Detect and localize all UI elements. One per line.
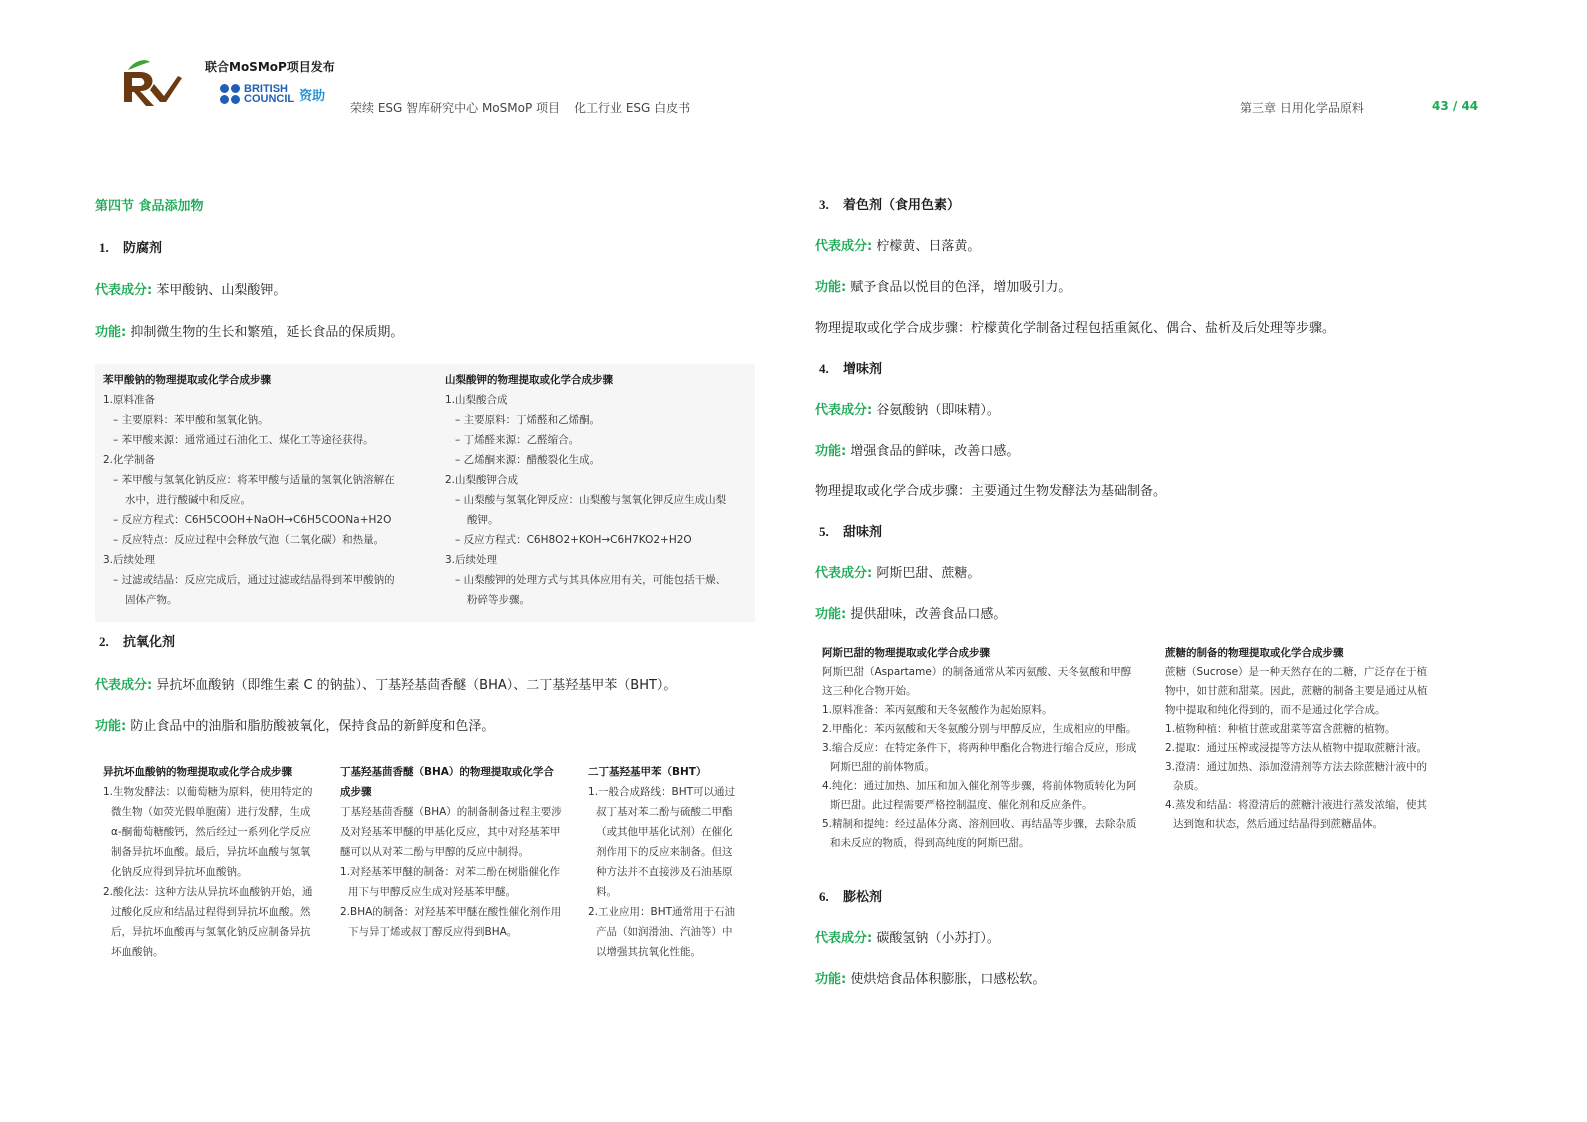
- item-title-preservative: 1. 防腐剂: [99, 240, 163, 256]
- func-line-colorant: 功能: 赋予食品以悦目的色泽，增加吸引力。: [815, 280, 1072, 295]
- sweetener-process-box: [815, 642, 1445, 862]
- func-line-sweetener: 功能: 提供甜味，改善食品口感。: [815, 607, 1007, 622]
- page-number: 43 / 44: [1432, 99, 1479, 113]
- func-line-preservative: 功能: 抑制微生物的生长和繁殖，延长食品的保质期。: [95, 325, 404, 340]
- item-title-colorant: 3. 着色剂（食用色素）: [819, 197, 961, 213]
- bc-line-1: BRITISH: [244, 83, 288, 95]
- section-title: 第四节 食品添加物: [95, 199, 204, 214]
- process-line-flavor: 物理提取或化学合成步骤：主要通过生物发酵法为基础制备。: [815, 484, 1167, 499]
- header-org: 荣续 ESG 智库研究中心 MoSMoP 项目: [350, 101, 561, 115]
- sponsor-text: 资助: [299, 88, 326, 104]
- rep-line-antioxidant: 代表成分: 异抗坏血酸钠（即维生素 C 的钠盐）、丁基羟基茴香醚（BHA）、二丁基羟基甲苯（BHT）。: [95, 678, 677, 693]
- process-line-colorant: 物理提取或化学合成步骤：柠檬黄化学制备过程包括重氮化、偶合、盐析及后处理等步骤。: [815, 321, 1336, 336]
- aspartame-column: 阿斯巴甜的物理提取或化学合成步骤 阿斯巴甜（Aspartame）的制备通常从苯丙氨酸、天冬氨酸和甲醇这三种化合物开始。 1.原料准备：苯丙氨酸和天冬氨酸作为起始原料。 2.甲酯化：苯丙氨酸和天冬氨酸分别与甲醇反应，生成相应的甲酯。 3.缩合反应：在特定条件下，将两种甲酯化合物进行缩合反应，形成阿斯巴甜的前体物质。 4.纯化：通过加热、加压和加入催化剂等步骤，将前体物质转化为阿斯巴甜。此过程需要严格控制温度、催化剂和反应条件。 5.精制和提纯：经过晶体分离、溶剂回收、再结晶等步骤，去除杂质和未反应的物质，得到高纯度的阿斯巴甜。: [822, 647, 1137, 849]
- preservative-process-box: [95, 364, 755, 622]
- rep-line-colorant: 代表成分: 柠檬黄、日落黄。: [815, 239, 981, 254]
- rep-line-leavening: 代表成分: 碳酸氢钠（小苏打）。: [815, 931, 1000, 946]
- item-title-antioxidant: 2. 抗氧化剂: [99, 634, 176, 650]
- british-council-dots-icon: [220, 84, 240, 104]
- potassium-sorbate-column: 山梨酸钾的物理提取或化学合成步骤 1.山梨酸合成 – 主要原料：丁烯醛和乙烯酮。 – 丁烯醛来源：乙醛缩合。 – 乙烯酮来源：醋酸裂化生成。 2.山梨酸钾合成 – 山梨酸与氢氧化钾反应：山梨酸与氢氧化钾反应生成山梨酸钾。 – 反应方程式：C6H8O2+KOH→C6H7KO2+H2O 3.后续处理 – 山梨酸钾的处理方式与其具体应用有关，可能包括干燥、粉碎等步骤。: [445, 374, 727, 606]
- rx-logo: [120, 56, 186, 112]
- rep-line-preservative: 代表成分: 苯甲酸钠、山梨酸钾。: [95, 283, 287, 298]
- item-title-leavening: 6. 膨松剂: [819, 889, 883, 905]
- bha-column: 丁基羟基茴香醚（BHA）的物理提取或化学合成步骤 丁基羟基茴香醚（BHA）的制备制备过程主要涉及对羟基苯甲醚的甲基化反应，其中对羟基苯甲醚可以从对苯二酚与甲醇的反应中制得。 1.对羟基苯甲醚的制备：对苯二酚在树脂催化作用下与甲醇反应生成对羟基苯甲醚。 2.BHA的制备：对羟基苯甲醚在酸性催化剂作用下与异丁烯或叔丁醇反应得到BHA。: [340, 766, 562, 938]
- header-doc-title: 化工行业 ESG 白皮书: [574, 101, 691, 115]
- bc-line-2: COUNCIL: [244, 93, 295, 105]
- header-chapter: 第三章 日用化学品原料: [1240, 101, 1364, 115]
- func-line-antioxidant: 功能: 防止食品中的油脂和脂肪酸被氧化，保持食品的新鲜度和色泽。: [95, 719, 495, 734]
- sucrose-column: 蔗糖的制备的物理提取或化学合成步骤 蔗糖（Sucrose）是一种天然存在的二糖，广泛存在于植物中，如甘蔗和甜菜。因此，蔗糖的制备主要是通过从植物中提取和纯化得到的，而不是通过化学合成。 1.植物种植：种植甘蔗或甜菜等富含蔗糖的植物。 2.提取：通过压榨或浸提等方法从植物中提取蔗糖汁液。 3.澄清：通过加热、添加澄清剂等方法去除蔗糖汁液中的杂质。 4.蒸发和结晶：将澄清后的蔗糖汁液进行蒸发浓缩，使其达到饱和状态，然后通过结晶得到蔗糖晶体。: [1165, 647, 1428, 830]
- header-brand: [205, 58, 335, 75]
- sodium-erythorbate-column: 异抗坏血酸钠的物理提取或化学合成步骤 1.生物发酵法：以葡萄糖为原料，使用特定的微生物（如荧光假单胞菌）进行发酵，生成α-酮葡萄糖酸钙，然后经过一系列化学反应制备异抗坏血酸。最后，异抗坏血酸与氢氧化钠反应得到异抗坏血酸钠。 2.酸化法：这种方法从异抗坏血酸钠开始，通过酸化反应和结晶过程得到异抗坏血酸。然后，异抗坏血酸再与氢氧化钠反应制备异抗坏血酸钠。: [103, 766, 313, 958]
- antioxidant-process-box: [95, 760, 755, 990]
- func-line-leavening: 功能: 使烘焙食品体积膨胀，口感松软。: [815, 972, 1046, 987]
- item-title-sweetener: 5. 甜味剂: [819, 524, 883, 540]
- rep-line-flavor: 代表成分: 谷氨酸钠（即味精）。: [815, 403, 1000, 418]
- func-line-flavor: 功能: 增强食品的鲜味，改善口感。: [815, 444, 1020, 459]
- sodium-benzoate-column: 苯甲酸钠的物理提取或化学合成步骤 1.原料准备 – 主要原料：苯甲酸和氢氧化钠。 – 苯甲酸来源：通常通过石油化工、煤化工等途径获得。 2.化学制备 – 苯甲酸与氢氧化钠反应：将苯甲酸与适量的氢氧化钠溶解在水中，进行酸碱中和反应。 – 反应方程式：C6H5COOH+NaOH→C6H5COONa+H2O – 反应特点：反应过程中会释放气泡（二氧化碳）和热量。 3.后续处理 – 过滤或结晶：反应完成后，通过过滤或结晶得到苯甲酸钠的固体产物。: [103, 374, 395, 606]
- item-title-flavor: 4. 增味剂: [819, 361, 883, 377]
- bht-column: 二丁基羟基甲苯（BHT） 1.一般合成路线：BHT可以通过叔丁基对苯二酚与硫酸二甲酯（或其他甲基化试剂）在催化剂作用下的反应来制备。但这种方法并不直接涉及石油基原料。 2.工业应用：BHT通常用于石油产品（如润滑油、汽油等）中以增强其抗氧化性能。: [588, 766, 736, 958]
- publish-text: 联合MoSMoP项目发布: [205, 60, 335, 74]
- british-council-logo: [220, 84, 325, 104]
- rep-line-sweetener: 代表成分: 阿斯巴甜、蔗糖。: [815, 566, 981, 581]
